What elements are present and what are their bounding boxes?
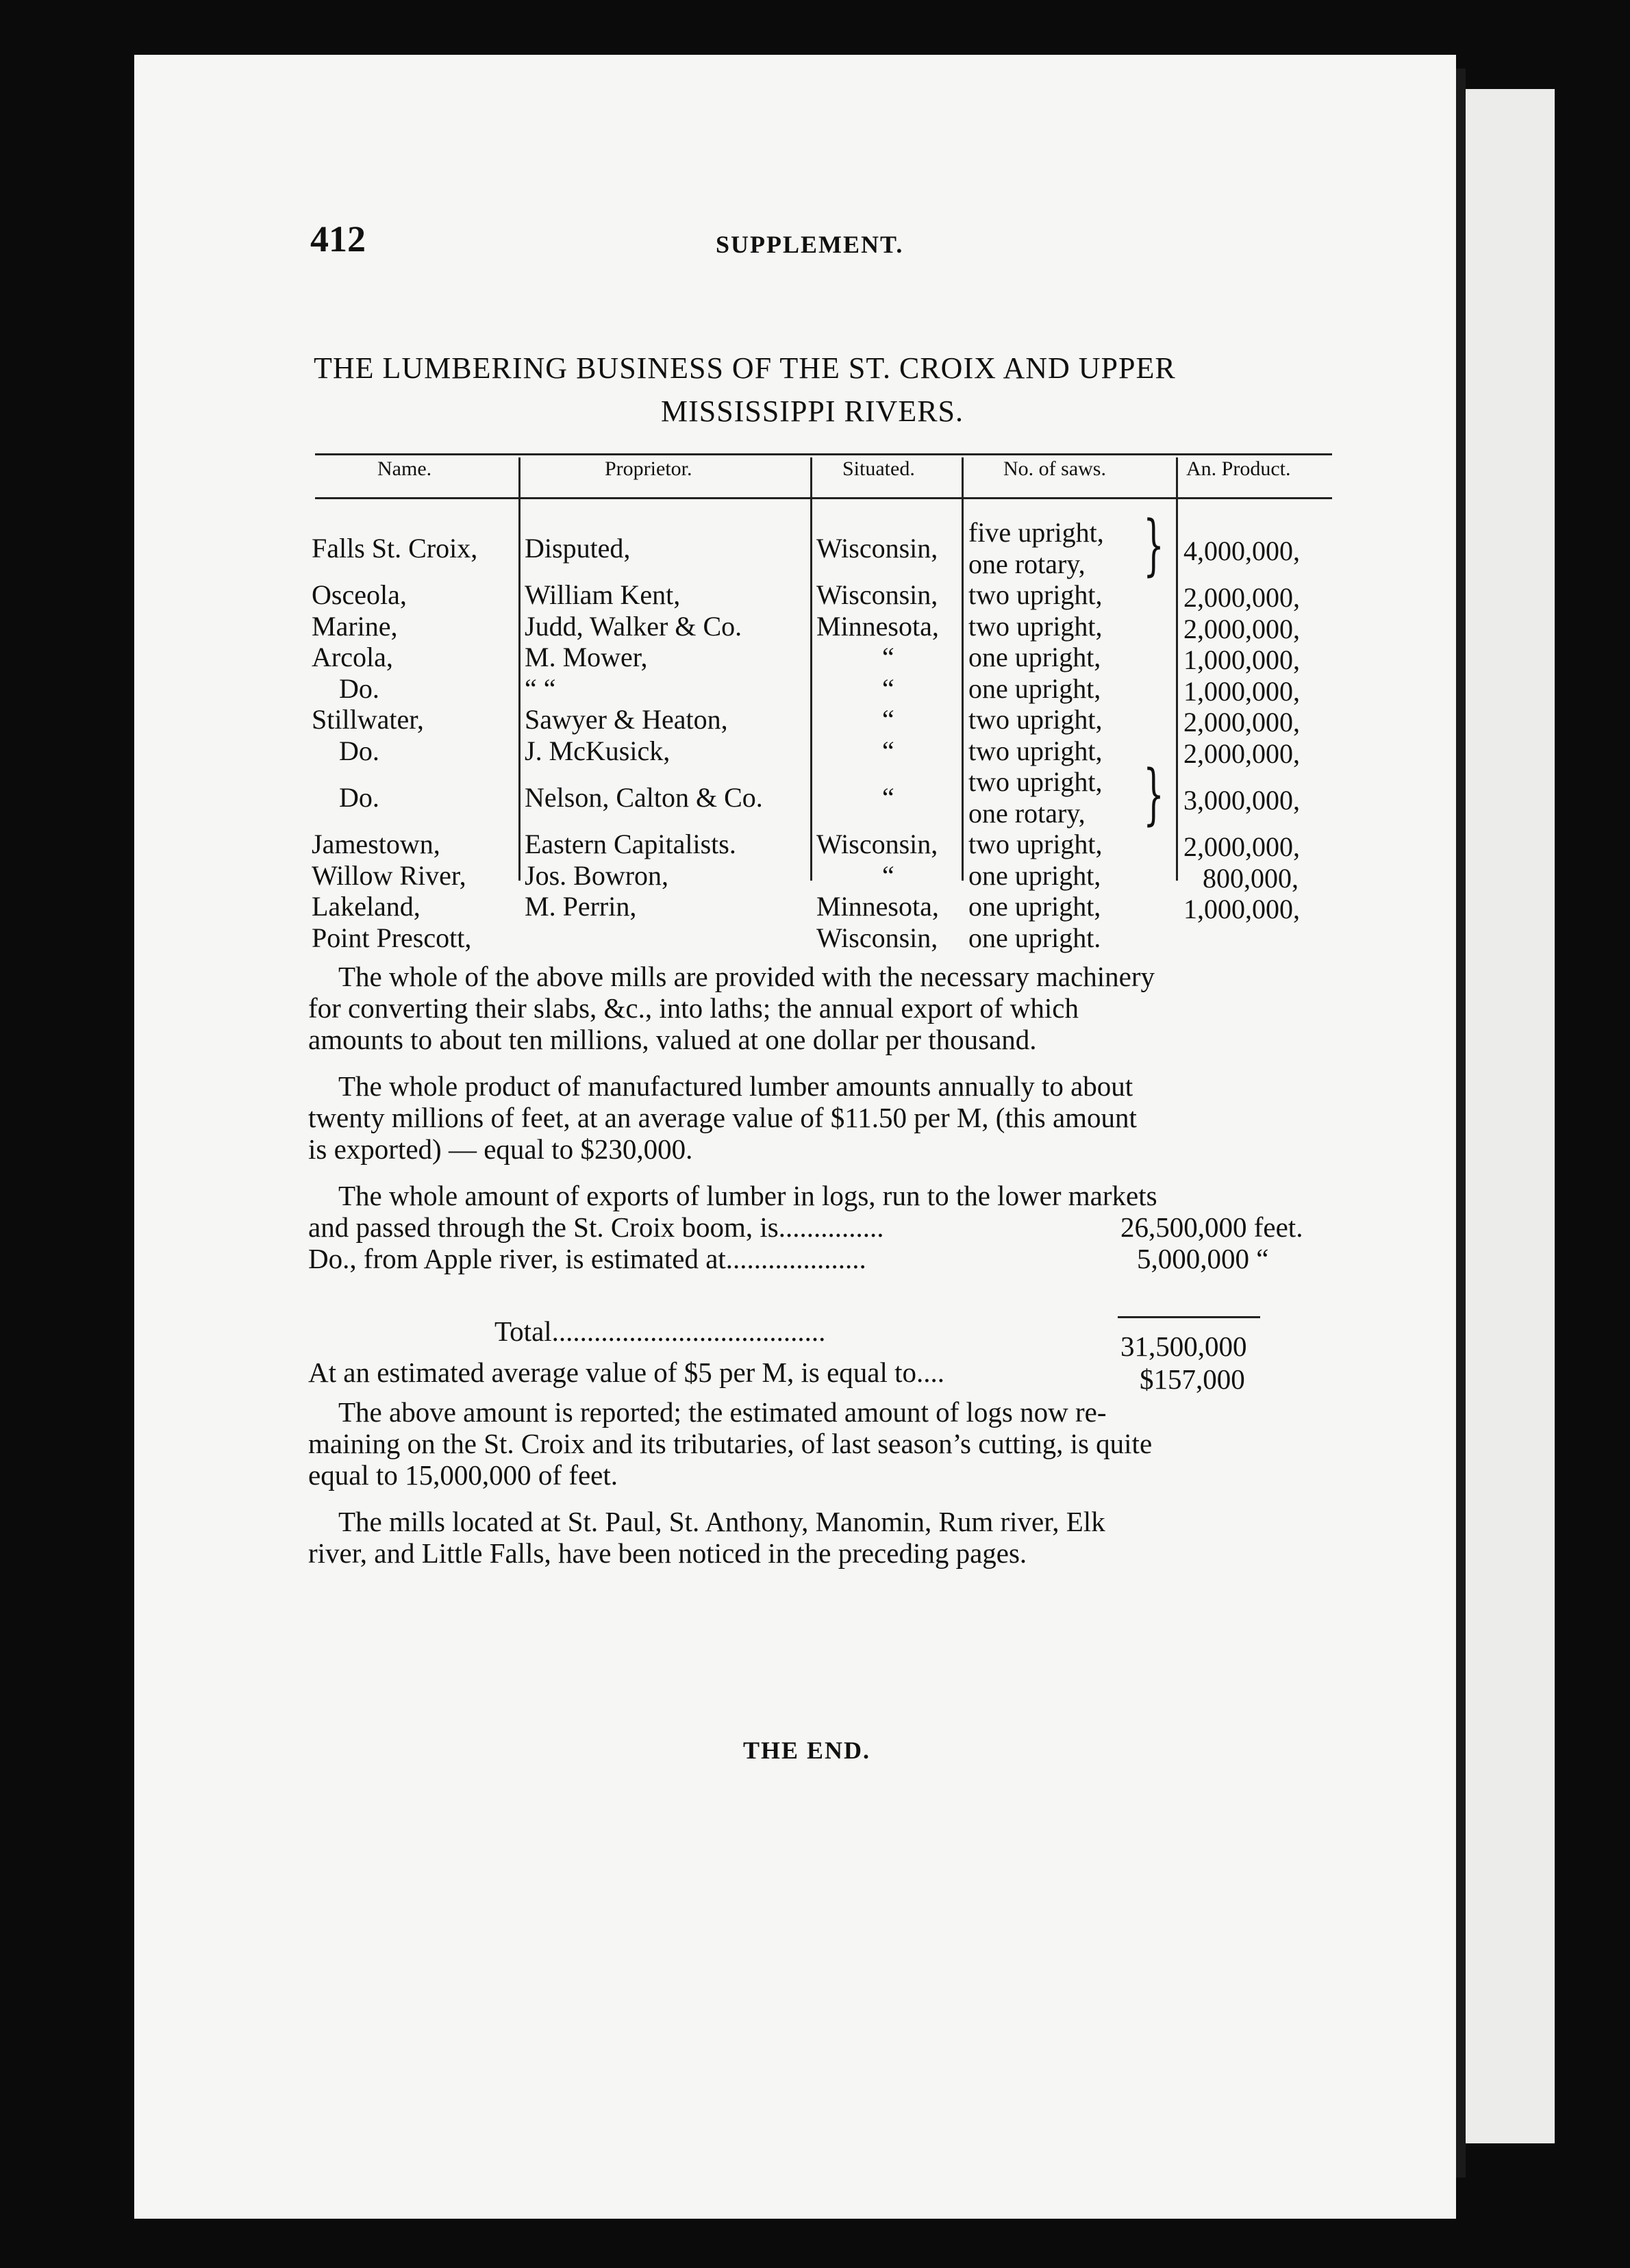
ledger-value: 31,500,000 <box>1120 1331 1247 1362</box>
cell-saws: two upright, <box>968 735 1103 766</box>
brace-icon: } <box>1143 756 1164 833</box>
column-header-proprietor: Proprietor. <box>605 457 692 480</box>
cell-name: Osceola, <box>312 579 407 610</box>
cell-name: Jamestown, <box>312 829 440 859</box>
ledger-label: and passed through the St. Croix boom, is............... <box>308 1211 884 1243</box>
column-divider <box>810 457 812 881</box>
paragraph-line: The whole amount of exports of lumber in logs, run to the lower markets <box>338 1180 1157 1211</box>
cell-saws: two upright, <box>968 704 1103 735</box>
paragraph-line: amounts to about ten millions, valued at one dollar per thousand. <box>308 1024 1037 1055</box>
cell-situated: “ <box>882 642 894 672</box>
cell-proprietor: Judd, Walker & Co. <box>525 610 742 642</box>
paragraph-line: is exported) — equal to $230,000. <box>308 1133 693 1165</box>
cell-product: 1,000,000, <box>1183 644 1300 675</box>
section-title-line-1: THE LUMBERING BUSINESS OF THE ST. CROIX AND UPPER <box>314 351 1176 385</box>
table-top-rule <box>315 453 1332 455</box>
cell-name: Arcola, <box>312 642 393 672</box>
cell-saws: two upright, <box>968 610 1103 642</box>
cell-product: 4,000,000, <box>1183 535 1300 566</box>
cell-proprietor: M. Mower, <box>525 642 648 672</box>
brace-icon: } <box>1143 507 1164 583</box>
the-end-label: THE END. <box>743 1737 871 1764</box>
facing-page-edge <box>1466 89 1555 2143</box>
cell-situated: “ <box>882 735 894 766</box>
paragraph-line: The mills located at St. Paul, St. Anthony, Manomin, Rum river, Elk <box>338 1506 1105 1537</box>
cell-saws: one upright, <box>968 859 1101 891</box>
cell-name: Do. <box>339 781 379 813</box>
cell-situated: Wisconsin, <box>816 579 938 610</box>
cell-proprietor: Sawyer & Heaton, <box>525 704 728 735</box>
cell-name: Point Prescott, <box>312 922 472 953</box>
paragraph-line: The whole product of manufactured lumber amounts annually to about <box>338 1070 1133 1102</box>
cell-proprietor: J. McKusick, <box>525 735 670 766</box>
cell-name: Falls St. Croix, <box>312 532 478 564</box>
paragraph-line: twenty millions of feet, at an average value of $11.50 per M, (this amount <box>308 1102 1137 1133</box>
cell-saws: one upright. <box>968 922 1101 953</box>
cell-product: 3,000,000, <box>1183 784 1300 816</box>
section-title-line-2: MISSISSIPPI RIVERS. <box>661 394 964 428</box>
cell-situated: Minnesota, <box>816 891 939 922</box>
cell-saws: one rotary, <box>968 548 1086 579</box>
cell-situated: Minnesota, <box>816 610 939 642</box>
table-header-rule <box>315 497 1332 499</box>
ledger-label: Total....................................... <box>494 1315 826 1347</box>
cell-proprietor: Eastern Capitalists. <box>525 829 736 859</box>
cell-product: 800,000, <box>1203 862 1299 894</box>
column-header-name: Name. <box>377 457 432 480</box>
cell-product: 1,000,000, <box>1183 894 1300 924</box>
cell-saws: two upright, <box>968 766 1103 797</box>
cell-saws: one upright, <box>968 642 1101 672</box>
column-header-product: An. Product. <box>1186 457 1291 480</box>
column-divider <box>518 457 521 881</box>
cell-saws: one upright, <box>968 891 1101 922</box>
cell-saws: five upright, <box>968 517 1104 548</box>
paragraph-line: maining on the St. Croix and its tributaries, of last season’s cutting, is quite <box>308 1428 1153 1459</box>
cell-proprietor: Jos. Bowron, <box>525 859 669 891</box>
ledger-label: At an estimated average value of $5 per M, is equal to.... <box>308 1357 945 1388</box>
cell-saws: two upright, <box>968 829 1103 859</box>
cell-product: 2,000,000, <box>1183 613 1300 644</box>
cell-name: Do. <box>339 672 379 704</box>
cell-product: 2,000,000, <box>1183 707 1300 738</box>
paragraph-line: for converting their slabs, &c., into laths; the annual export of which <box>308 992 1079 1024</box>
column-divider <box>962 457 964 881</box>
cell-saws: one upright, <box>968 672 1101 704</box>
ledger-value: $157,000 <box>1140 1363 1245 1395</box>
paragraph-line: The above amount is reported; the estimated amount of logs now re- <box>338 1396 1107 1428</box>
paragraph-line: river, and Little Falls, have been noticed in the preceding pages. <box>308 1537 1027 1569</box>
paragraph-line: equal to 15,000,000 of feet. <box>308 1459 618 1491</box>
cell-name: Lakeland, <box>312 891 421 922</box>
column-divider <box>1176 457 1178 881</box>
cell-product: 2,000,000, <box>1183 831 1300 862</box>
cell-proprietor: William Kent, <box>525 579 681 610</box>
page-number: 412 <box>310 218 366 260</box>
ledger-label: Do., from Apple river, is estimated at.................... <box>308 1243 866 1274</box>
cell-proprietor: Disputed, <box>525 532 631 564</box>
cell-proprietor: Nelson, Calton & Co. <box>525 781 763 813</box>
cell-situated: Wisconsin, <box>816 829 938 859</box>
cell-saws: two upright, <box>968 579 1103 610</box>
cell-name: Willow River, <box>312 859 466 891</box>
column-header-situated: Situated. <box>842 457 915 480</box>
cell-name: Stillwater, <box>312 704 424 735</box>
column-header-saws: No. of saws. <box>1003 457 1106 480</box>
running-head: SUPPLEMENT. <box>716 231 904 258</box>
cell-situated: “ <box>882 672 894 704</box>
ledger-value: 5,000,000 “ <box>1137 1243 1269 1274</box>
cell-situated: Wisconsin, <box>816 922 938 953</box>
cell-situated: “ <box>882 704 894 735</box>
cell-situated: “ <box>882 859 894 891</box>
ledger-value: 26,500,000 feet. <box>1120 1211 1303 1243</box>
cell-name: Do. <box>339 735 379 766</box>
cell-saws: one rotary, <box>968 797 1086 829</box>
cell-product: 1,000,000, <box>1183 675 1300 707</box>
cell-product: 2,000,000, <box>1183 582 1300 613</box>
paragraph-line: The whole of the above mills are provided with the necessary machinery <box>338 961 1155 992</box>
sum-rule <box>1118 1316 1260 1318</box>
cell-situated: “ <box>882 781 894 813</box>
cell-proprietor: “ “ <box>525 672 556 704</box>
cell-product: 2,000,000, <box>1183 738 1300 769</box>
cell-name: Marine, <box>312 610 398 642</box>
cell-situated: Wisconsin, <box>816 532 938 564</box>
cell-proprietor: M. Perrin, <box>525 891 637 922</box>
